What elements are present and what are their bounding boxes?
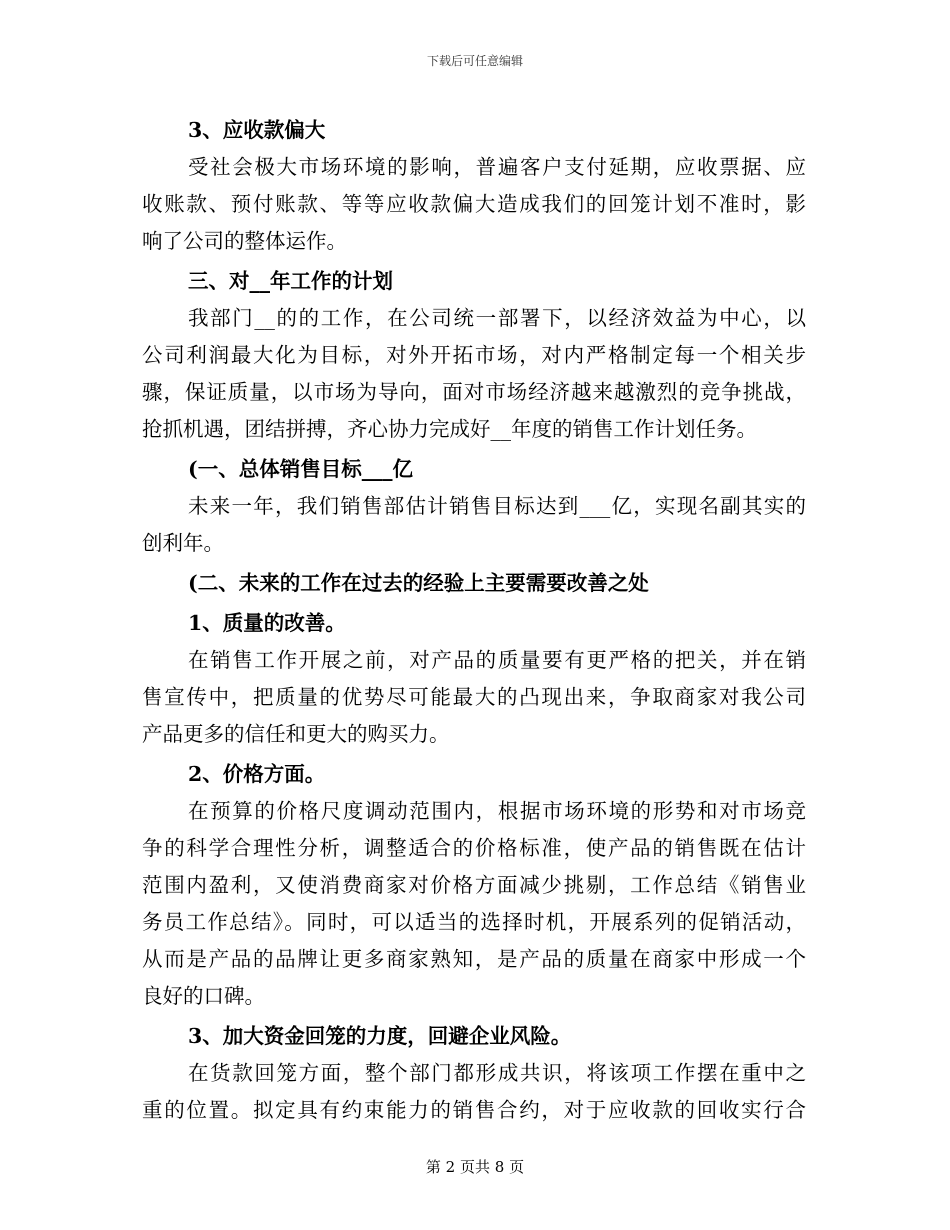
paragraph-line: 受社会极大市场环境的影响，普遍客户支付延期，应收票据、应 <box>188 155 806 179</box>
section-heading: 3、加大资金回笼的力度，回避企业风险。 <box>188 1024 572 1048</box>
paragraph-line: 响了公司的整体运作。 <box>142 229 347 253</box>
paragraph-line: 售宣传中，把质量的优势尽可能最大的凸现出来，争取商家对我公司 <box>142 685 806 709</box>
section-heading: (一、总体销售目标___亿 <box>188 457 413 481</box>
section-heading: (二、未来的工作在过去的经验上主要需要改善之处 <box>188 571 649 595</box>
section-heading: 3、应收款偏大 <box>188 118 326 142</box>
paragraph-line: 在销售工作开展之前，对产品的质量要有更严格的把关，并在销 <box>188 648 806 672</box>
paragraph-line: 未来一年，我们销售部估计销售目标达到___亿，实现名副其实的 <box>188 494 806 518</box>
page-footer: 第 2 页共 8 页 <box>425 1158 525 1176</box>
paragraph-line: 我部门__的的工作，在公司统一部署下，以经济效益为中心，以 <box>188 306 806 330</box>
section-heading: 1、质量的改善。 <box>188 611 346 635</box>
paragraph-line: 务员工作总结》。同时，可以适当的选择时机，开展系列的促销活动， <box>142 910 806 934</box>
document-body <box>142 112 806 1129</box>
paragraph-line: 在预算的价格尺度调动范围内，根据市场环境的形势和对市场竞 <box>188 799 806 823</box>
paragraph-line: 在货款回笼方面，整个部门都形成共识，将该项工作摆在重中之 <box>188 1061 806 1085</box>
paragraph-line: 重的位置。拟定具有约束能力的销售合约，对于应收款的回收实行合 <box>142 1098 806 1122</box>
paragraph-line: 产品更多的信任和更大的购买力。 <box>142 722 450 746</box>
page-header: 下载后可任意编辑 <box>426 54 523 68</box>
paragraph-line: 范围内盈利，又使消费商家对价格方面减少挑剔，工作总结《销售业 <box>142 873 806 897</box>
paragraph-line: 收账款、预付账款、等等应收款偏大造成我们的回笼计划不准时，影 <box>142 192 806 216</box>
paragraph-line: 公司利润最大化为目标，对外开拓市场，对内严格制定每一个相关步 <box>142 343 806 367</box>
paragraph-line: 创利年。 <box>142 531 224 555</box>
section-heading: 2、价格方面。 <box>188 762 326 786</box>
section-heading: 三、对__年工作的计划 <box>188 269 393 293</box>
paragraph-line: 争的科学合理性分析，调整适合的价格标准，使产品的销售既在估计 <box>142 836 806 860</box>
paragraph-line: 抢抓机遇，团结拼搏，齐心协力完成好__年度的销售工作计划任务。 <box>142 417 757 441</box>
paragraph-line: 从而是产品的品牌让更多商家熟知，是产品的质量在商家中形成一个 <box>142 947 806 971</box>
paragraph-line: 骤，保证质量，以市场为导向，面对市场经济越来越激烈的竞争挑战， <box>142 380 806 404</box>
paragraph-line: 良好的口碑。 <box>142 984 265 1008</box>
